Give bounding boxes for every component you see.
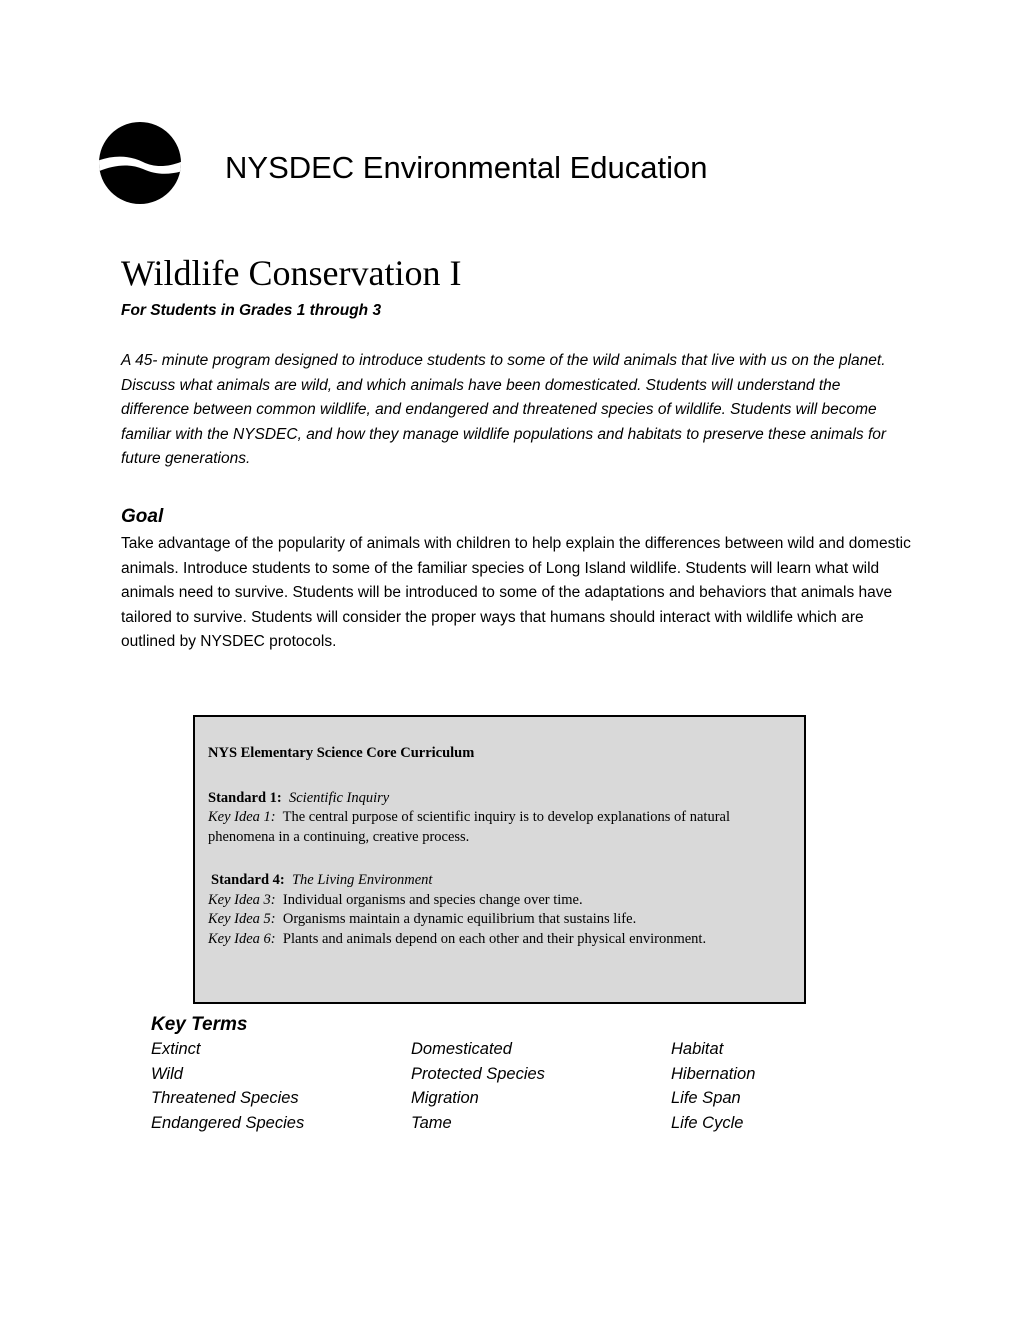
key-term: Life Cycle [671,1113,744,1132]
goal-text: Take advantage of the popularity of animals with children to help explain the differences between wild and domestic animals. Introduce students to some of the familiar species of Long Island wildlife. Students will learn what wild animals need to survive. Students will be introduced to some of the adaptations and behaviors that animals have tailored to survive. Students will consider the proper ways that humans should interact with wildlife which are outlined by NYSDEC protocols. [121,535,911,650]
standard-name: Scientific Inquiry [288,789,390,806]
standard-label: Standard 1: [208,789,282,806]
key-term: Life Span [671,1089,741,1107]
key-term: Extinct [151,1040,201,1058]
standard-1 [208,789,793,848]
key-idea-label: Key Idea 6: [208,930,276,947]
standard-label: Standard 4: [211,872,285,888]
key-term: Habitat [671,1040,724,1058]
key-term: Wild [151,1064,183,1083]
key-term: Tame [411,1113,452,1132]
standard-4 [208,871,793,949]
key-idea-text: Organisms maintain a dynamic equilibrium that sustains life. [282,911,637,927]
key-terms-list [151,1040,871,1138]
key-idea-text: Individual organisms and species change over time. [282,891,583,908]
key-term: Migration [411,1089,479,1107]
org-title: NYSDEC Environmental Education [225,150,708,185]
standard-name: The Living Environment [291,872,433,888]
key-terms-heading: Key Terms [151,1014,248,1035]
curriculum-standards-box [193,715,806,1004]
key-idea [208,808,793,847]
key-idea [208,891,793,911]
goal-heading: Goal [121,506,164,527]
curriculum-title: NYS Elementary Science Core Curriculum [208,745,475,761]
key-term: Hibernation [671,1064,756,1083]
nysdec-logo-icon [99,122,181,204]
key-term: Domesticated [411,1040,512,1058]
key-idea-text: The central purpose of scientific inquiry is to develop explanations of natural phenomena in a continuing, creative process. [208,809,730,845]
program-description: A 45- minute program designed to introduce students to some of the wild animals that live with us on the planet. Discuss what animals are wild, and which animals have been domesticated. Students will understand the difference between common wildlife, and endangered and threatened species of wildlife. Students will become familiar with the NYSDEC, and how they manage wildlife populations and habitats to preserve these animals for future generations. [121,352,887,467]
page-title: Wildlife Conservation I [121,253,462,293]
key-idea-label: Key Idea 5: [208,911,276,927]
key-idea [208,930,793,950]
grade-range: For Students in Grades 1 through 3 [121,302,382,319]
key-idea-text: Plants and animals depend on each other and their physical environment. [282,930,707,947]
key-idea-label: Key Idea 3: [208,891,276,908]
key-term: Threatened Species [151,1089,299,1107]
key-idea-label: Key Idea 1: [208,809,276,825]
key-term: Protected Species [411,1064,545,1083]
key-term: Endangered Species [151,1113,305,1132]
key-idea [208,910,793,930]
